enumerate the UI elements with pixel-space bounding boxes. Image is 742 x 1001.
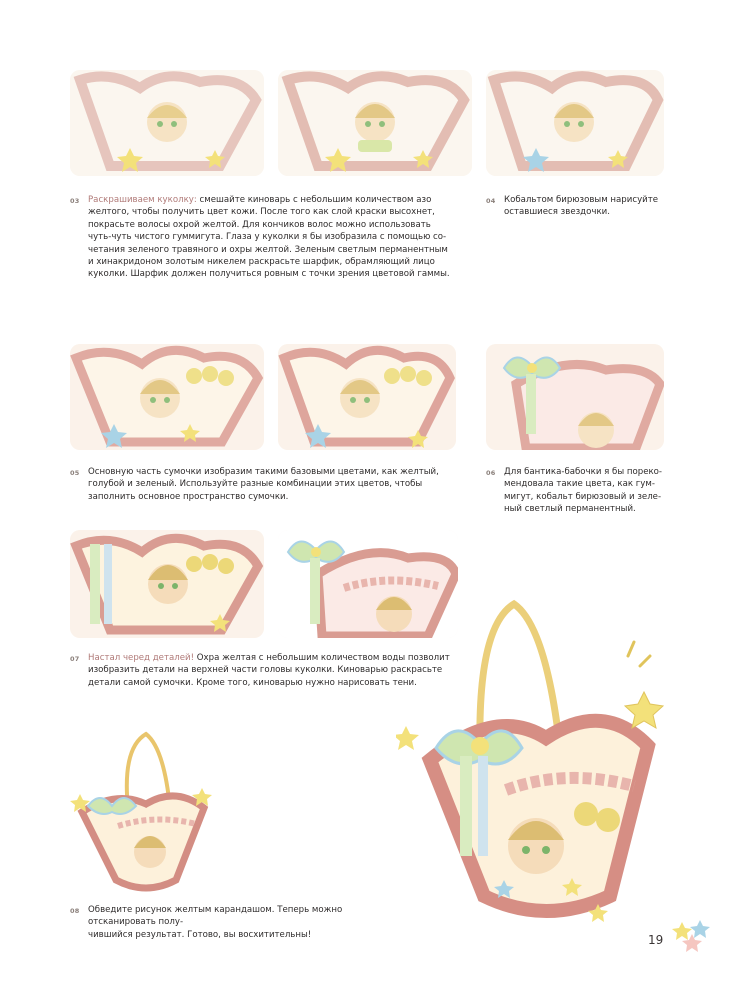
step-number: 07: [70, 655, 80, 663]
step-line: голубой и зеленый. Используйте разные комбинации этих цветов, чтобы: [88, 479, 423, 490]
illustration-step-06: [486, 344, 664, 450]
step-number: 05: [70, 469, 80, 477]
step-line: желтого, чтобы получить цвет кожи. После того как слой краски высохнет,: [88, 207, 435, 218]
illustration-step-05b: [278, 344, 456, 450]
step-lead: Настал черед деталей!: [88, 653, 195, 663]
step-line: чуть-чуть чистого гуммигута. Глаза у куколки я бы изобразила с помощью со-: [88, 232, 447, 243]
step-line: ный светлый перманентный.: [504, 504, 636, 515]
step-number: 06: [486, 469, 496, 477]
illustration-step-05a: [70, 344, 264, 450]
bag-painted: [278, 344, 456, 450]
step-05: [70, 466, 470, 503]
bag-bow: [486, 344, 664, 450]
page-number: 19: [648, 933, 664, 947]
illustration-step-04: [486, 70, 664, 176]
step-line: и хинакридоном золотым никелем раскрасьте шарфик, обрамляющий лицо: [88, 257, 435, 268]
step-line: Для бантика-бабочки я бы пореко-: [504, 467, 663, 477]
step-line: Основную часть сумочки изобразим такими базовыми цветами, как желтый,: [88, 467, 439, 477]
step-line: куколки. Шарфик должен получиться ровным с точки зрения цветовой гаммы.: [88, 269, 450, 280]
bag-sketch: [70, 70, 264, 176]
bag-sketch: [486, 70, 664, 176]
step-line: четания зеленого травяного и охры желтой. Зеленым светлым перманентным: [88, 244, 448, 255]
step-line: изобразить детали на верхней части головы куколки. Киноварью раскрасьте: [88, 665, 443, 676]
bag-details: [70, 530, 264, 638]
stars-decoration-icon: [670, 918, 716, 954]
step-08: [70, 904, 400, 941]
step-04: [486, 194, 676, 219]
step-line: оставшиеся звездочки.: [504, 207, 610, 218]
step-number: 08: [70, 907, 80, 915]
step-number: 04: [486, 197, 496, 205]
step-06: [486, 466, 676, 516]
step-line: Кобальтом бирюзовым нарисуйте: [504, 195, 659, 205]
illustration-step-08-small: [66, 728, 216, 896]
step-line: покрасьте волосы охрой желтой. Для кончиков волос можно использовать: [88, 219, 431, 230]
step-lead: Раскрашиваем куколку:: [88, 195, 197, 205]
step-line: смешайте киноварь с небольшим количеством азо: [196, 195, 432, 205]
bag-final-large: [396, 596, 682, 930]
step-line: Охра желтая с небольшим количеством воды позволит: [194, 653, 450, 663]
illustration-step-03b: [278, 70, 472, 176]
illustration-step-08-large: [396, 596, 682, 930]
step-number: 03: [70, 197, 80, 205]
step-line: Обведите рисунок желтым карандашом. Теперь можно отсканировать полу-: [88, 905, 343, 928]
step-line: мигут, кобальт бирюзовый и зеле-: [504, 491, 662, 502]
step-03: [70, 194, 470, 281]
illustration-step-07a: [70, 530, 264, 638]
bag-final-small: [66, 728, 216, 896]
step-line: детали самой сумочки. Кроме того, киноварью нужно нарисовать тени.: [88, 677, 417, 688]
bag-painted: [70, 344, 264, 450]
illustration-step-03a: [70, 70, 264, 176]
step-line: заполнить основное пространство сумочки.: [88, 491, 289, 502]
bag-sketch: [278, 70, 472, 176]
step-line: чившийся результат. Готово, вы восхитительны!: [88, 929, 312, 940]
step-line: мендовала такие цвета, как гум-: [504, 479, 655, 490]
